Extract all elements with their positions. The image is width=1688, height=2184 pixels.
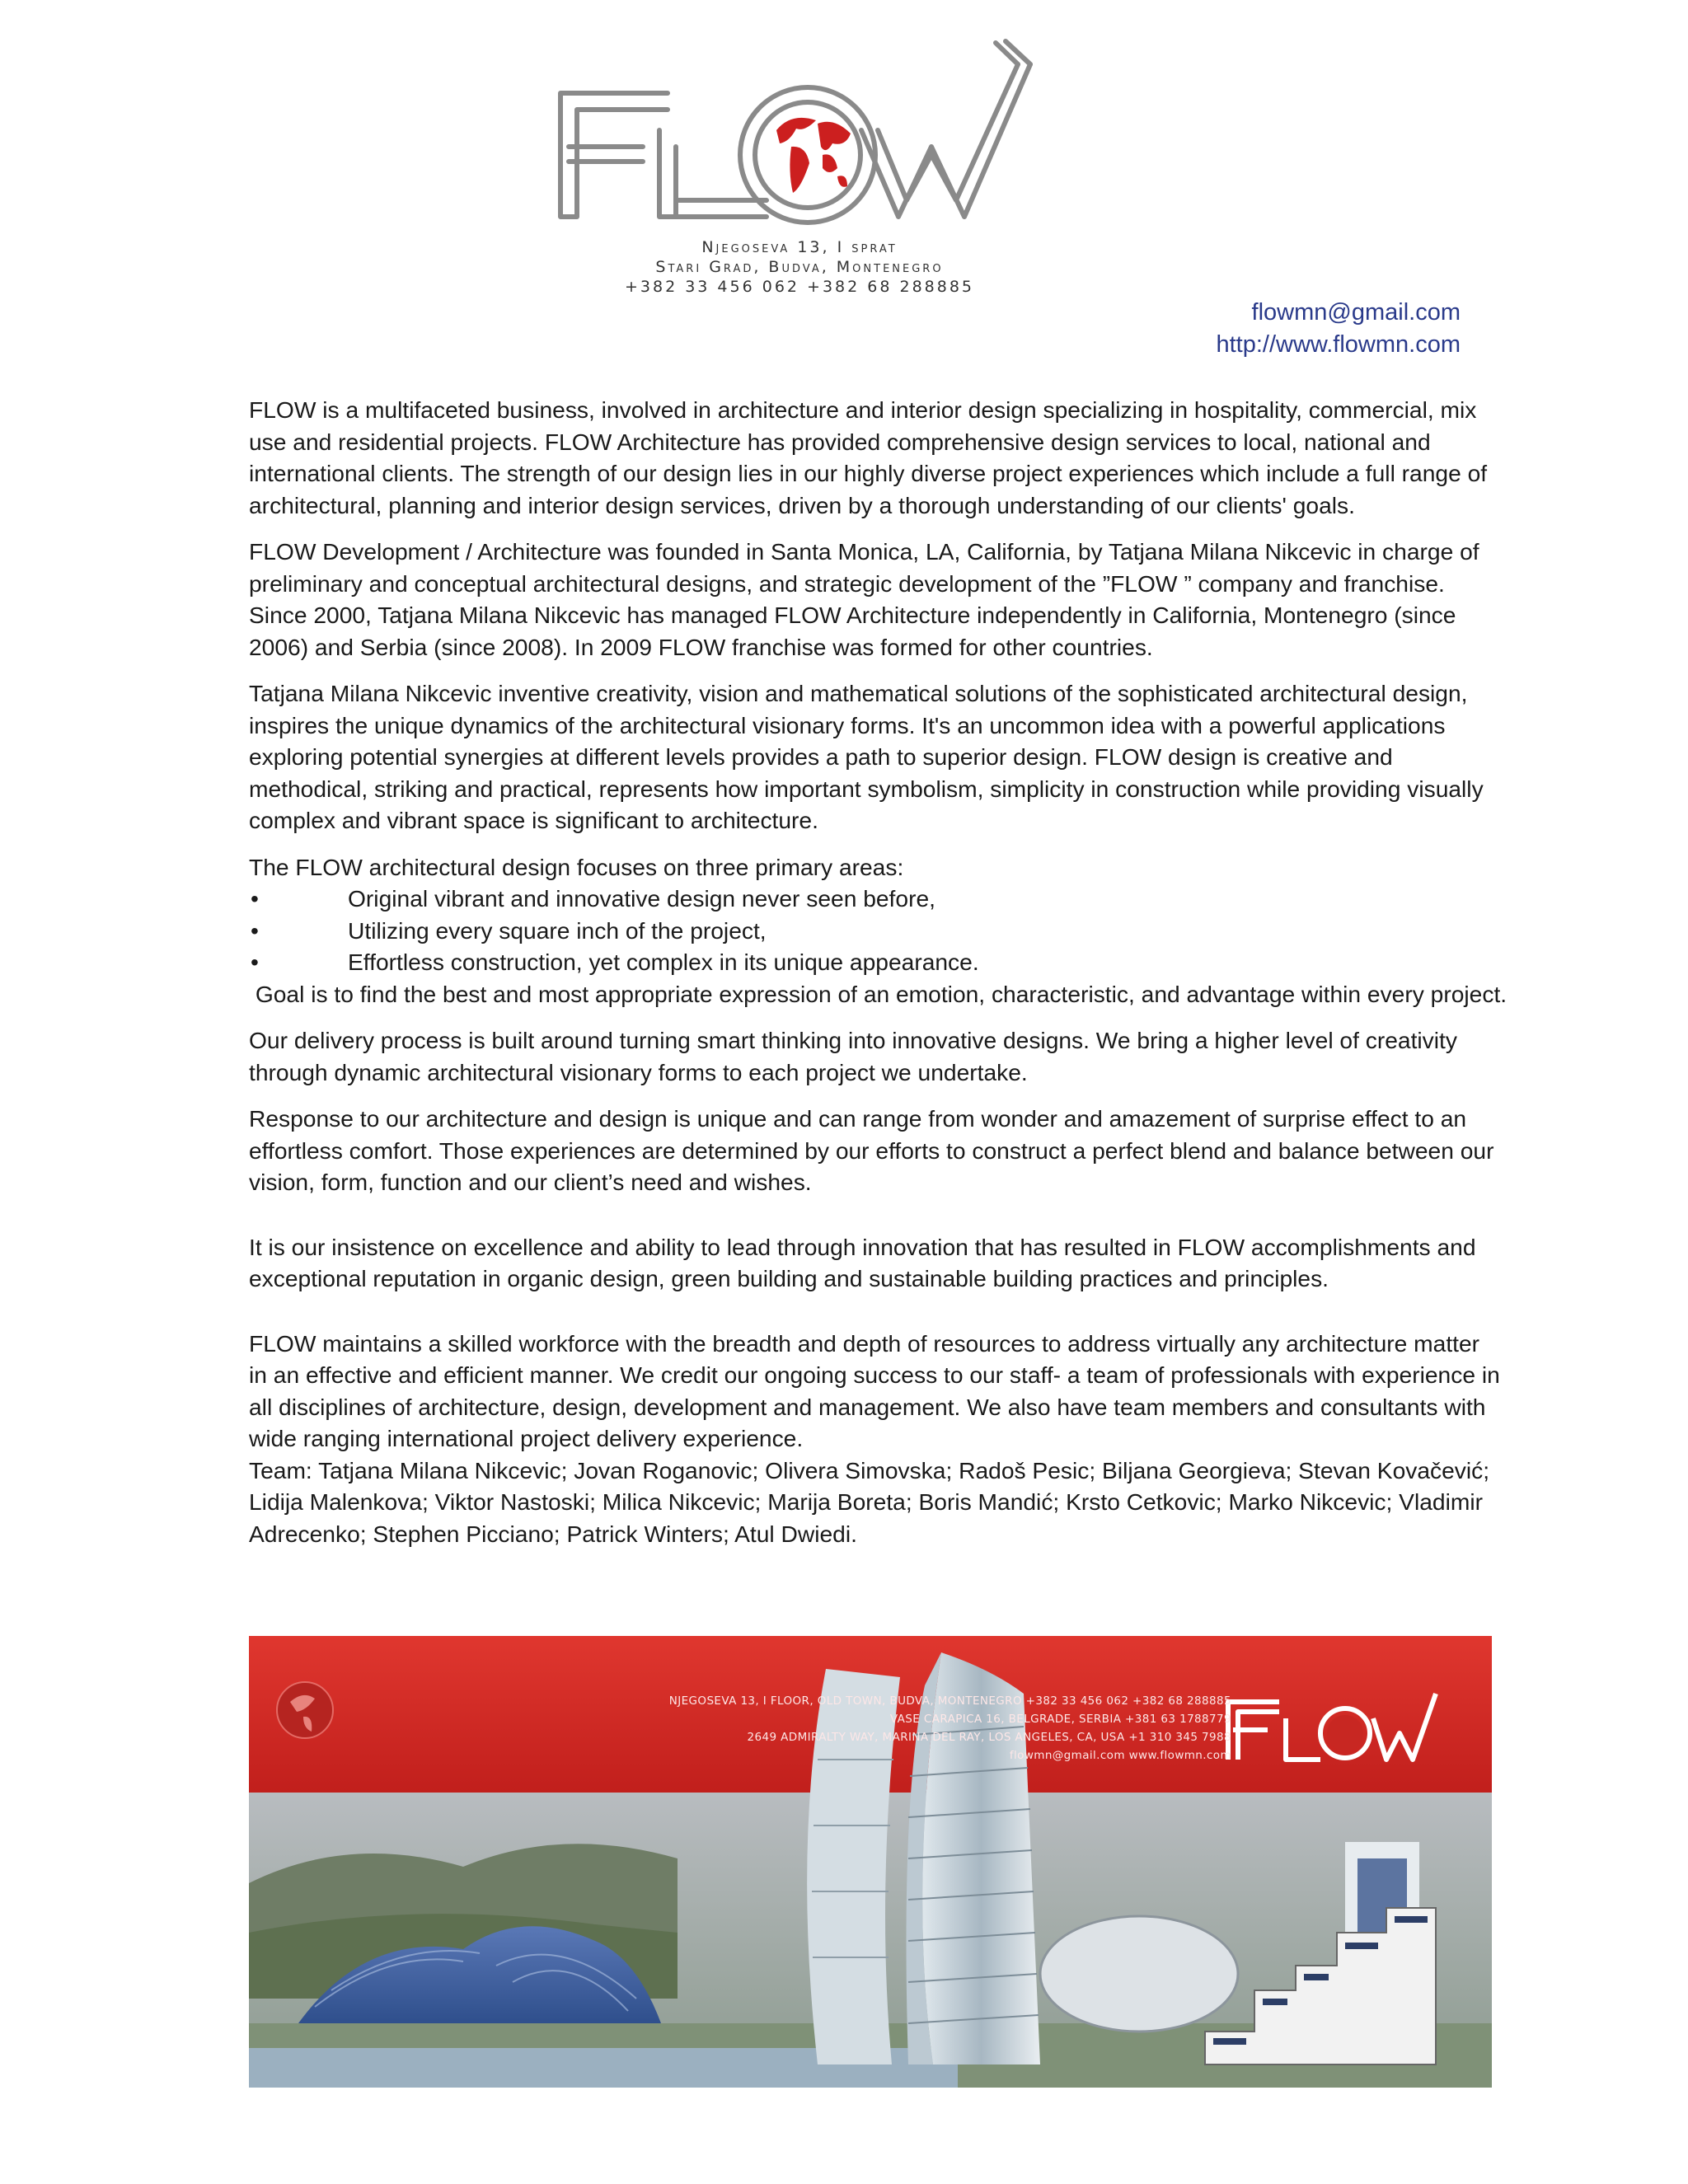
banner-line: NJEGOSEVA 13, I FLOOR, OLD TOWN, BUDVA, MONTENEGRO +382 33 456 062 +382 68 288885 [668,1694,1231,1708]
banner-line: flowmn@gmail.com www.flowmn.com [1009,1749,1231,1762]
paragraph-excellence: It is our insistence on excellence and ability to lead through innovation that has resulted in FLOW accomplishments and exceptional reputation in organic design, green building and sustainable building practices and principles. [249,1233,1476,1291]
list-item: • Utilizing every square inch of the project, [249,915,1502,947]
logo-address-line1: Njegoseva 13, I sprat [701,238,898,256]
flow-logo-mark [544,31,1104,237]
focus-areas-list [249,883,1502,978]
flow-logo [544,31,1104,328]
focus-areas-intro: The FLOW architectural design focuses on three primary areas: [249,853,904,880]
list-item: • Effortless construction, yet complex in its unique appearance. [249,946,1502,978]
logo-address [544,237,1055,297]
focus-areas-section [249,851,1507,1010]
logo-address-line2: Stari Grad, Budva, Montenegro [655,258,944,276]
body-text [249,394,1507,1549]
paragraph-response: Response to our architecture and design is unique and can range from wonder and amazement of surprise effect to an effortless comfort. Those experiences are determined by our efforts to construct a perfect blend and balance between our vision, form, function and our client’s need and wishes. [249,1105,1494,1195]
team-list: Team: Tatjana Milana Nikcevic; Jovan Roganovic; Olivera Simovska; Radoš Pesic; Biljana Georgieva; Stevan Kovačević; Lidija Malenkova; Viktor Nastoski; Milica Nikcevic; Marija Boreta; Boris Mandić; Krsto Cetkovic; Marko Nikcevic; Vladimir Adrecenko; Stephen Picciano; Patrick Winters; Atul Dwiedi. [249,1456,1490,1547]
logo-phone-line: +382 33 456 062 +382 68 288885 [624,278,975,296]
goal-statement: Goal is to find the best and most appropriate expression of an emotion, characteristic, and advantage within every project. [249,980,1507,1007]
paragraph-history: FLOW Development / Architecture was founded in Santa Monica, LA, California, by Tatjana Milana Nikcevic in charge of preliminary and conceptual architectural designs, and strategic development of the ”FLOW ” company and franchise. Since 2000, Tatjana Milana Nikcevic has managed FLOW Architecture independently in California, Montenegro (since 2006) and Serbia (since 2008). In 2009 FLOW franchise was formed for other countries. [249,538,1479,660]
paragraph-delivery: Our delivery process is built around turning smart thinking into innovative designs. We bring a higher level of creativity through dynamic architectural visionary forms to each project we undertake. [249,1027,1457,1085]
banner-contact-text [349,1692,1231,1765]
banner-line: 2649 ADMIRALTY WAY, MARINA DEL RAY, LOS ANGELES, CA, USA +1 310 345 7988 [747,1731,1231,1744]
banner-line: VASE CARAPICA 16, BELGRADE, SERBIA +381 63 1788779 [889,1713,1231,1726]
company-banner [249,1636,1492,2088]
list-item: • Original vibrant and innovative design never seen before, [249,883,1502,915]
paragraph-workforce: FLOW maintains a skilled workforce with the breadth and depth of resources to address virtually any architecture matter in an effective and efficient manner. We credit our ongoing success to our staff- a team of professionals with experience in all disciplines of architecture, design, development and management. We also have team members and consultants with wide ranging international project delivery experience. [249,1329,1500,1451]
paragraph-vision: Tatjana Milana Nikcevic inventive creativity, vision and mathematical solutions of the sophisticated architectural design, inspires the unique dynamics of the architectural visionary forms. It's an uncommon idea with a powerful applications exploring potential synergies at different levels provides a path to superior design. FLOW design is creative and methodical, striking and practical, represents how important symbolism, simplicity in construction while providing visually complex and vibrant space is significant to architecture. [249,680,1484,833]
paragraph-intro: FLOW is a multifaceted business, involved in architecture and interior design specializing in hospitality, commercial, mix use and residential projects. FLOW Architecture has provided comprehensive design services to local, national and international clients. The strength of our design lies in our highly diverse project experiences which include a full range of architectural, planning and interior design services, driven by a thorough understanding of our clients' goals. [249,396,1488,518]
contact-block [1216,297,1461,361]
website-link[interactable]: http://www.flowmn.com [1216,331,1461,358]
email-link[interactable]: flowmn@gmail.com [1251,299,1461,326]
